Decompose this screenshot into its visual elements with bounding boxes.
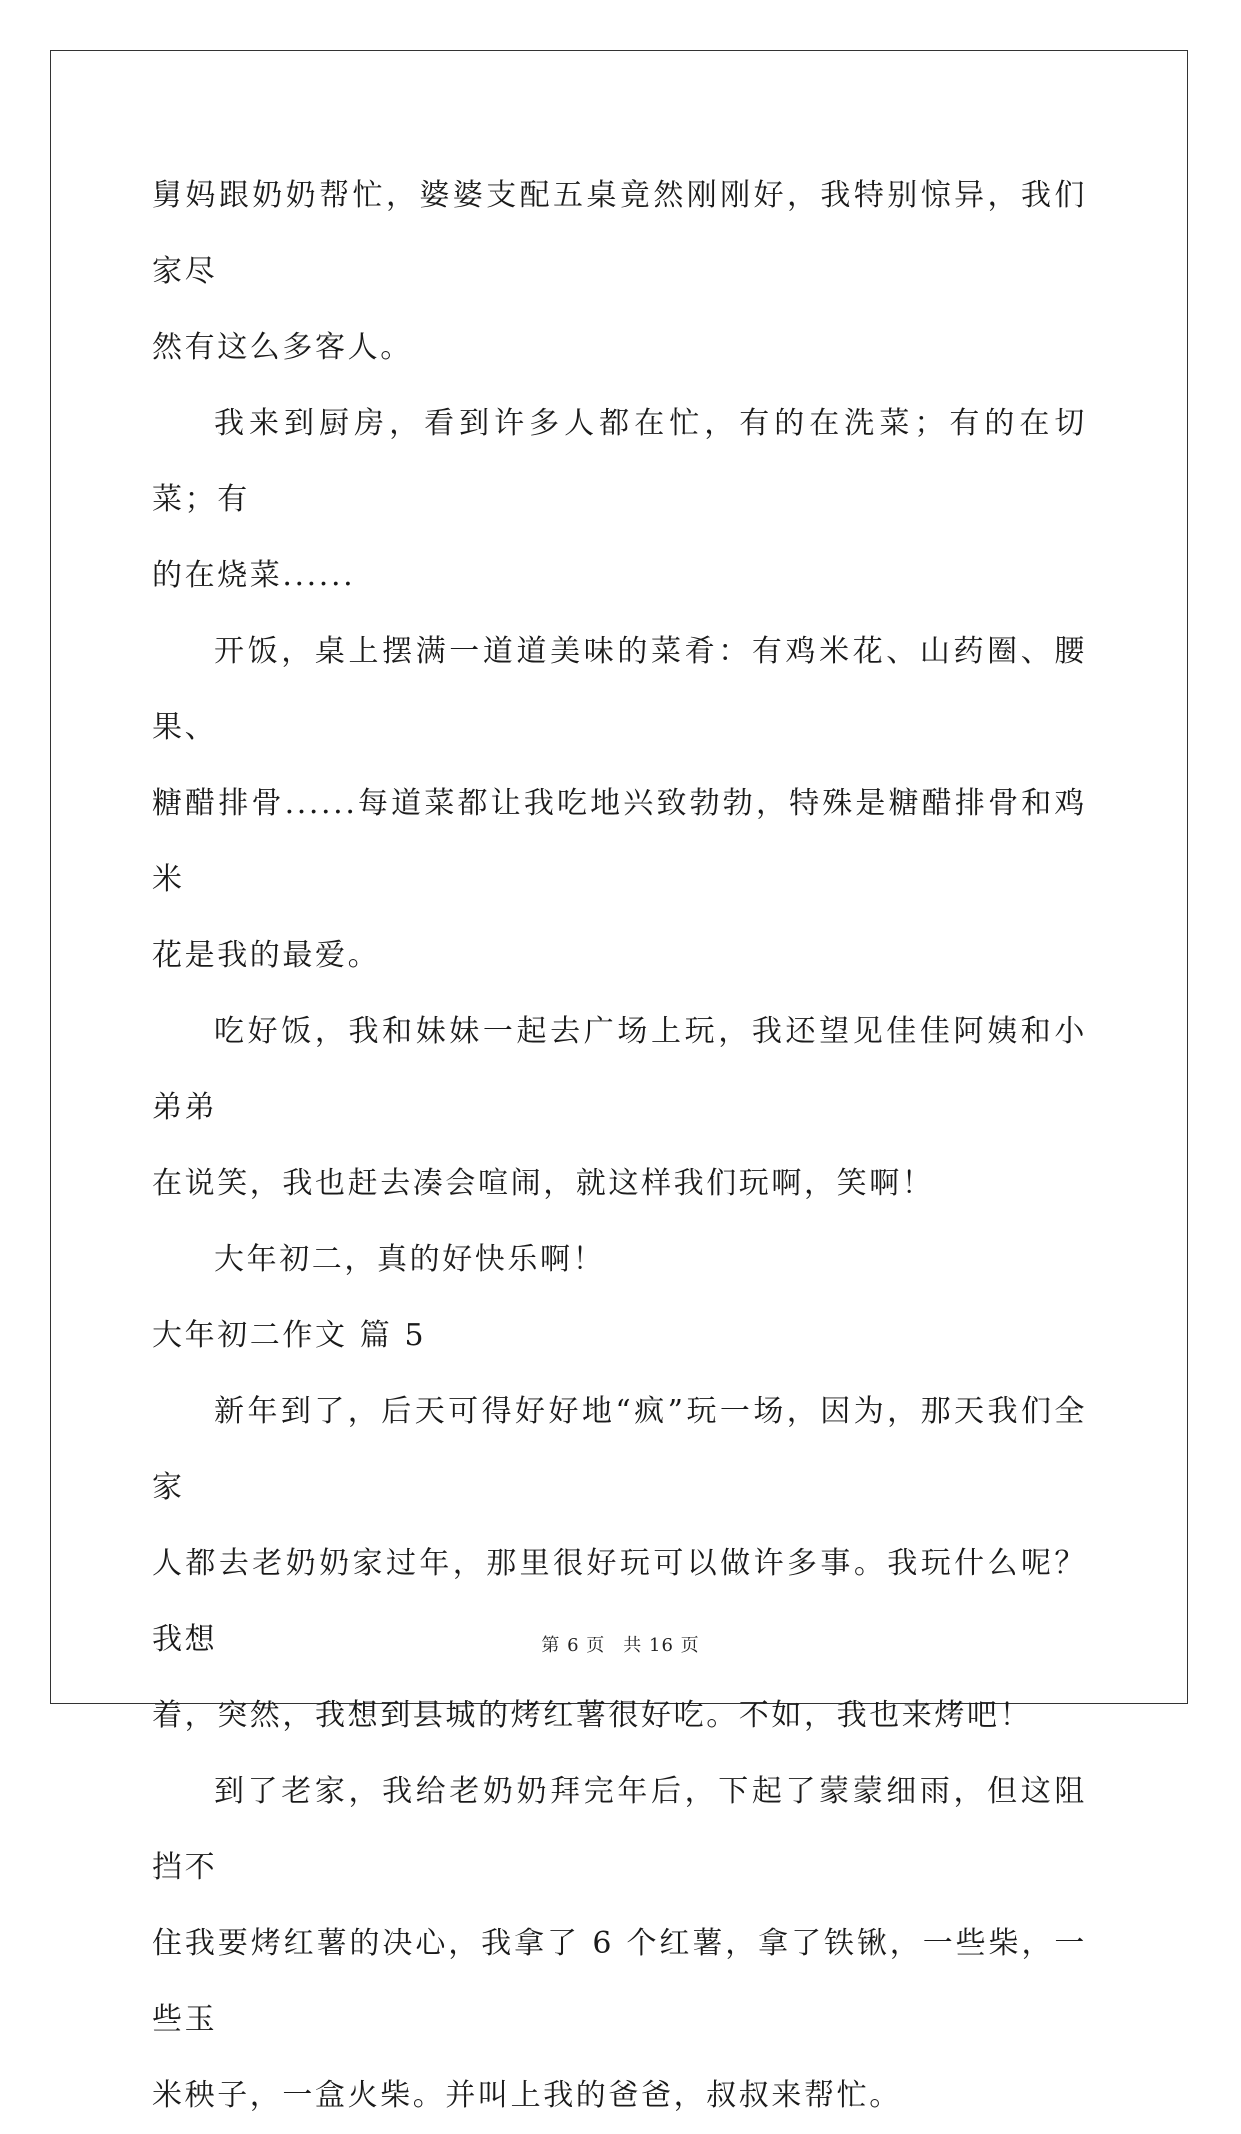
text-line: 然有这么多客人。 <box>152 330 413 365</box>
text-line: 的在烧菜...... <box>152 558 356 593</box>
text-line: 住我要烤红薯的决心，我拿了 6 个红薯，拿了铁锹，一些柴，一些玉 <box>152 1926 1087 2037</box>
document-body <box>152 158 1087 2134</box>
page-total: 共 16 页 <box>623 1635 700 1656</box>
text-line: 在说笑，我也赶去凑会喧闹，就这样我们玩啊，笑啊！ <box>152 1166 935 1201</box>
text-line: 开饭，桌上摆满一道道美味的菜肴：有鸡米花、山药圈、腰果、 <box>152 634 1087 745</box>
paragraph <box>152 386 1087 614</box>
paragraph <box>152 1222 1087 1298</box>
text-line: 人都去老奶奶家过年，那里很好玩可以做许多事。我玩什么呢？我想 <box>152 1546 1087 1657</box>
text-line: 米秧子，一盒火柴。并叫上我的爸爸，叔叔来帮忙。 <box>152 2078 902 2113</box>
text-line: 着，突然，我想到县城的烤红薯很好吃。不如，我也来烤吧！ <box>152 1698 1033 1733</box>
page-number: 第 6 页 <box>541 1635 606 1656</box>
text-line: 我来到厨房，看到许多人都在忙，有的在洗菜；有的在切菜；有 <box>152 406 1087 517</box>
text-line: 舅妈跟奶奶帮忙，婆婆支配五桌竟然刚刚好，我特别惊异，我们家尽 <box>152 178 1087 289</box>
text-line: 大年初二，真的好快乐啊！ <box>214 1242 606 1277</box>
text-line: 糖醋排骨......每道菜都让我吃地兴致勃勃，特殊是糖醋排骨和鸡米 <box>152 786 1087 897</box>
text-line: 花是我的最爱。 <box>152 938 381 973</box>
page-footer <box>0 1631 1241 1657</box>
text-line: 新年到了，后天可得好好地“疯”玩一场，因为，那天我们全家 <box>152 1394 1087 1505</box>
paragraph <box>152 994 1087 1222</box>
paragraph-continued <box>152 158 1087 386</box>
text-line: 吃好饭，我和妹妹一起去广场上玩，我还望见佳佳阿姨和小弟弟 <box>152 1014 1087 1125</box>
paragraph <box>152 1754 1087 2134</box>
section-heading: 大年初二作文 篇 5 <box>152 1318 427 1353</box>
text-line: 到了老家，我给老奶奶拜完年后，下起了蒙蒙细雨，但这阻挡不 <box>152 1774 1087 1885</box>
paragraph <box>152 614 1087 994</box>
paragraph <box>152 1374 1087 1754</box>
